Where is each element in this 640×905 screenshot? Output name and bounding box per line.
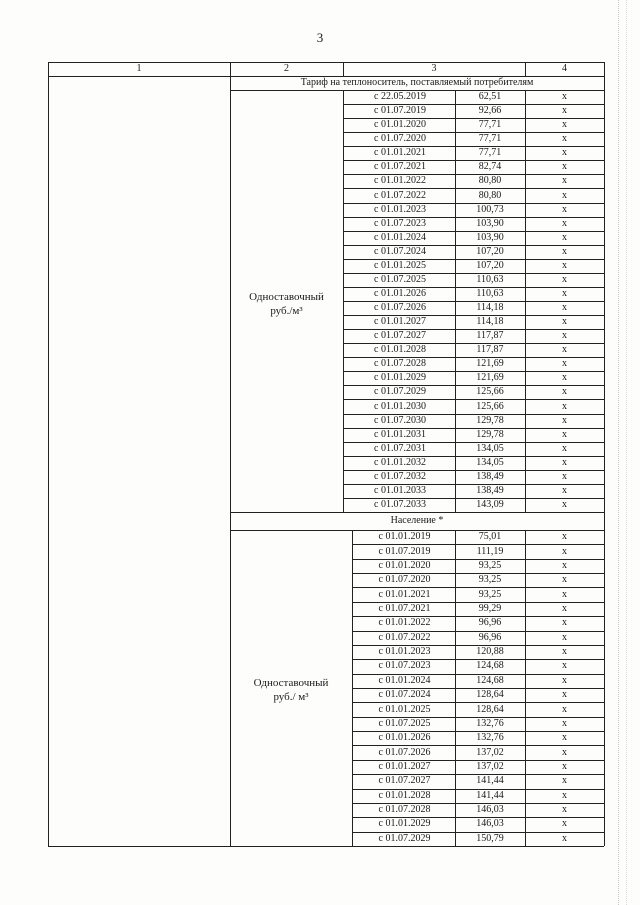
period-cell: с 01.07.2028 xyxy=(378,804,431,816)
period-cell: с 01.01.2024 xyxy=(378,674,431,686)
column4-cell: х xyxy=(562,689,567,701)
table-rule xyxy=(230,512,604,513)
tariff-value-cell: 137,02 xyxy=(476,761,504,772)
period-cell: с 01.07.2024 xyxy=(378,689,431,701)
table-rule xyxy=(48,62,604,63)
period-cell: с 01.07.2021 xyxy=(374,161,426,173)
tariff-value-cell: 129,78 xyxy=(476,428,504,440)
column4-cell: х xyxy=(562,119,567,131)
tariff-value-cell: 134,05 xyxy=(476,456,504,468)
period-cell: с 01.07.2031 xyxy=(374,442,426,454)
column4-cell: х xyxy=(562,358,567,370)
tariff-value-cell: 128,64 xyxy=(476,689,504,701)
table-rule xyxy=(343,188,604,189)
period-cell: с 01.07.2021 xyxy=(378,603,431,614)
table-rule xyxy=(352,530,353,846)
period-cell: с 01.01.2025 xyxy=(378,703,431,715)
table-rule xyxy=(525,90,526,512)
tariff-unit: руб./м³ xyxy=(270,305,303,318)
period-cell: с 01.01.2029 xyxy=(374,372,426,384)
period-cell: с 01.01.2027 xyxy=(378,761,431,772)
column4-cell: х xyxy=(562,273,567,285)
tariff-value-cell: 132,76 xyxy=(476,732,504,744)
table-rule xyxy=(343,118,604,119)
period-cell: с 01.01.2025 xyxy=(374,259,426,271)
tariff-value-cell: 96,96 xyxy=(478,617,502,629)
period-cell: с 01.07.2030 xyxy=(374,414,426,426)
table-rule xyxy=(352,616,604,617)
column4-cell: х xyxy=(562,789,567,801)
table-rule xyxy=(343,160,604,161)
table-rule xyxy=(343,414,604,415)
tariff-value-cell: 75,01 xyxy=(478,531,502,543)
period-cell: с 01.01.2032 xyxy=(374,456,426,468)
tariff-value-cell: 125,66 xyxy=(476,386,504,398)
tariff-value-cell: 77,71 xyxy=(478,119,502,131)
tariff-value-cell: 80,80 xyxy=(478,175,502,187)
column4-cell: х xyxy=(562,498,567,510)
period-cell: с 01.07.2023 xyxy=(374,217,426,229)
tariff-value-cell: 128,64 xyxy=(476,703,504,715)
tariff-type-label xyxy=(230,290,343,319)
tariff-value-cell: 103,90 xyxy=(476,231,504,243)
table-rule xyxy=(343,470,604,471)
period-cell: с 01.01.2026 xyxy=(374,287,426,299)
table-rule xyxy=(48,62,49,846)
table-rule xyxy=(352,817,604,818)
period-cell: с 01.07.2022 xyxy=(378,631,431,643)
column4-cell: х xyxy=(562,559,567,571)
tariff-value-cell: 114,18 xyxy=(476,316,504,328)
tariff-value-cell: 99,29 xyxy=(478,603,502,614)
tariff-value-cell: 107,20 xyxy=(476,259,504,271)
column4-cell: х xyxy=(562,372,567,384)
tariff-value-cell: 125,66 xyxy=(476,400,504,412)
tariff-value-cell: 137,02 xyxy=(476,746,504,758)
tariff-value-cell: 82,74 xyxy=(478,161,502,173)
table-rule xyxy=(352,587,604,588)
column4-cell: х xyxy=(562,732,567,744)
table-rule xyxy=(343,343,604,344)
tariff-value-cell: 93,25 xyxy=(478,574,502,586)
period-cell: с 01.07.2019 xyxy=(378,545,431,557)
table-rule xyxy=(352,832,604,833)
period-cell: с 01.01.2023 xyxy=(374,203,426,215)
period-cell: с 01.01.2026 xyxy=(378,732,431,744)
period-cell: с 01.07.2022 xyxy=(374,189,426,201)
tariff-value-cell: 77,71 xyxy=(478,147,502,159)
column4-cell: х xyxy=(562,818,567,830)
table-rule xyxy=(352,559,604,560)
table-rule xyxy=(343,315,604,316)
column4-cell: х xyxy=(562,302,567,314)
table-rule xyxy=(343,132,604,133)
table-rule xyxy=(352,645,604,646)
table-rule xyxy=(352,789,604,790)
period-cell: с 01.07.2020 xyxy=(378,574,431,586)
table-rule xyxy=(343,104,604,105)
table-rule xyxy=(604,62,605,846)
table-rule xyxy=(48,846,604,847)
tariff-value-cell: 100,73 xyxy=(476,203,504,215)
tariff-value-cell: 107,20 xyxy=(476,245,504,257)
tariff-value-cell: 121,69 xyxy=(476,358,504,370)
tariff-value-cell: 103,90 xyxy=(476,217,504,229)
column4-cell: х xyxy=(562,717,567,729)
column4-cell: х xyxy=(562,133,567,145)
table-rule xyxy=(343,203,604,204)
column4-cell: х xyxy=(562,470,567,482)
period-cell: с 01.07.2026 xyxy=(374,302,426,314)
column4-cell: х xyxy=(562,531,567,543)
period-cell: с 01.01.2033 xyxy=(374,484,426,496)
column4-cell: х xyxy=(562,545,567,557)
period-cell: с 01.01.2029 xyxy=(378,818,431,830)
column4-cell: х xyxy=(562,574,567,586)
tariff-value-cell: 92,66 xyxy=(478,105,502,117)
period-cell: с 01.07.2026 xyxy=(378,746,431,758)
tariff-value-cell: 141,44 xyxy=(476,775,504,787)
column4-cell: х xyxy=(562,631,567,643)
table-rule xyxy=(352,702,604,703)
column4-cell: х xyxy=(562,287,567,299)
table-rule xyxy=(352,745,604,746)
table-rule xyxy=(352,803,604,804)
column4-cell: х xyxy=(562,775,567,787)
table-rule xyxy=(352,573,604,574)
column4-cell: х xyxy=(562,316,567,328)
period-cell: с 01.01.2022 xyxy=(374,175,426,187)
table-rule xyxy=(352,774,604,775)
tariff-value-cell: 111,19 xyxy=(476,545,504,557)
table-rule xyxy=(352,659,604,660)
table-rule xyxy=(343,231,604,232)
period-cell: с 01.01.2030 xyxy=(374,400,426,412)
period-cell: с 01.07.2025 xyxy=(374,273,426,285)
tariff-value-cell: 146,03 xyxy=(476,818,504,830)
column4-cell: х xyxy=(562,386,567,398)
table-rule xyxy=(343,442,604,443)
table-rule xyxy=(352,731,604,732)
tariff-value-cell: 62,51 xyxy=(478,91,502,103)
tariff-value-cell: 96,96 xyxy=(478,631,502,643)
column4-cell: х xyxy=(562,456,567,468)
column-header: 3 xyxy=(431,63,437,74)
period-cell: с 01.01.2023 xyxy=(378,646,431,658)
column4-cell: х xyxy=(562,761,567,772)
table-rule xyxy=(352,717,604,718)
column4-cell: х xyxy=(562,617,567,629)
column4-cell: х xyxy=(562,588,567,600)
table-rule xyxy=(343,357,604,358)
column4-cell: х xyxy=(562,217,567,229)
tariff-value-cell: 141,44 xyxy=(476,789,504,801)
table-rule xyxy=(352,631,604,632)
tariff-value-cell: 93,25 xyxy=(478,559,502,571)
period-cell: с 01.07.2025 xyxy=(378,717,431,729)
table-rule xyxy=(343,259,604,260)
tariff-type-name: Одноставочный xyxy=(253,677,329,689)
period-cell: с 01.01.2024 xyxy=(374,231,426,243)
column4-cell: х xyxy=(562,344,567,356)
table-rule xyxy=(352,544,604,545)
tariff-type-label xyxy=(230,676,352,705)
column-header: 4 xyxy=(562,63,567,74)
column-header: 2 xyxy=(284,63,289,74)
table-rule xyxy=(525,530,526,846)
table-rule xyxy=(343,245,604,246)
column4-cell: х xyxy=(562,189,567,201)
table-rule xyxy=(343,385,604,386)
period-cell: с 01.07.2029 xyxy=(378,832,431,844)
table-rule xyxy=(343,456,604,457)
period-cell: с 01.07.2033 xyxy=(374,498,426,510)
period-cell: с 01.01.2019 xyxy=(378,531,431,543)
column4-cell: х xyxy=(562,330,567,342)
tariff-value-cell: 121,69 xyxy=(476,372,504,384)
column4-cell: х xyxy=(562,746,567,758)
column4-cell: х xyxy=(562,175,567,187)
tariff-value-cell: 124,68 xyxy=(476,660,504,672)
page-number: 3 xyxy=(316,30,324,45)
table-rule xyxy=(352,674,604,675)
column4-cell: х xyxy=(562,442,567,454)
tariff-type-name: Одноставочный xyxy=(249,291,324,303)
period-cell: с 01.07.2020 xyxy=(374,133,426,145)
table-rule xyxy=(343,217,604,218)
tariff-value-cell: 132,76 xyxy=(476,717,504,729)
column4-cell: х xyxy=(562,245,567,257)
table-rule xyxy=(343,146,604,147)
period-cell: с 01.07.2032 xyxy=(374,470,426,482)
table-rule xyxy=(343,287,604,288)
table-rule xyxy=(343,90,344,512)
table-rule xyxy=(343,371,604,372)
period-cell: с 01.01.2031 xyxy=(374,428,426,440)
table-rule xyxy=(230,62,231,846)
period-cell: с 01.07.2024 xyxy=(374,245,426,257)
column4-cell: х xyxy=(562,161,567,173)
tariff-value-cell: 110,63 xyxy=(476,273,504,285)
column4-cell: х xyxy=(562,147,567,159)
tariff-value-cell: 80,80 xyxy=(478,189,502,201)
tariff-value-cell: 143,09 xyxy=(476,498,504,510)
period-cell: с 01.07.2029 xyxy=(374,386,426,398)
tariff-value-cell: 117,87 xyxy=(476,344,504,356)
tariff-value-cell: 150,79 xyxy=(476,832,504,844)
table-rule xyxy=(455,90,456,512)
column4-cell: х xyxy=(562,603,567,614)
column4-cell: х xyxy=(562,484,567,496)
column4-cell: х xyxy=(562,646,567,658)
tariff-value-cell: 129,78 xyxy=(476,414,504,426)
column4-cell: х xyxy=(562,91,567,103)
period-cell: с 01.01.2020 xyxy=(374,119,426,131)
tariff-value-cell: 93,25 xyxy=(478,588,502,600)
table-rule xyxy=(352,688,604,689)
column4-cell: х xyxy=(562,400,567,412)
period-cell: с 01.01.2028 xyxy=(374,344,426,356)
section-title: Тариф на теплоноситель, поставляемый потребителям xyxy=(300,77,534,88)
scan-edge-line xyxy=(618,0,620,905)
period-cell: с 01.01.2022 xyxy=(378,617,431,629)
column4-cell: х xyxy=(562,414,567,426)
tariff-value-cell: 124,68 xyxy=(476,674,504,686)
tariff-value-cell: 120,88 xyxy=(476,646,504,658)
period-cell: с 01.07.2027 xyxy=(374,330,426,342)
period-cell: с 01.07.2023 xyxy=(378,660,431,672)
tariff-value-cell: 114,18 xyxy=(476,302,504,314)
period-cell: с 01.07.2027 xyxy=(378,775,431,787)
table-rule xyxy=(352,760,604,761)
period-cell: с 01.01.2021 xyxy=(374,147,426,159)
period-cell: с 01.01.2027 xyxy=(374,316,426,328)
column4-cell: х xyxy=(562,231,567,243)
column4-cell: х xyxy=(562,105,567,117)
period-cell: с 01.07.2019 xyxy=(374,105,426,117)
table-rule xyxy=(343,301,604,302)
period-cell: с 01.07.2028 xyxy=(374,358,426,370)
tariff-value-cell: 110,63 xyxy=(476,287,504,299)
table-rule xyxy=(343,484,604,485)
column4-cell: х xyxy=(562,203,567,215)
period-cell: с 01.01.2028 xyxy=(378,789,431,801)
period-cell: с 01.01.2021 xyxy=(378,588,431,600)
tariff-value-cell: 138,49 xyxy=(476,470,504,482)
tariff-value-cell: 138,49 xyxy=(476,484,504,496)
period-cell: с 22.05.2019 xyxy=(374,91,426,103)
section-title: Население * xyxy=(390,515,444,526)
table-rule xyxy=(343,329,604,330)
tariff-value-cell: 77,71 xyxy=(478,133,502,145)
column4-cell: х xyxy=(562,259,567,271)
column4-cell: х xyxy=(562,428,567,440)
tariff-value-cell: 146,03 xyxy=(476,804,504,816)
column4-cell: х xyxy=(562,660,567,672)
table-rule xyxy=(343,498,604,499)
table-rule xyxy=(343,428,604,429)
table-rule xyxy=(352,602,604,603)
table-rule xyxy=(455,530,456,846)
table-rule xyxy=(343,399,604,400)
tariff-value-cell: 134,05 xyxy=(476,442,504,454)
tariff-value-cell: 117,87 xyxy=(476,330,504,342)
table-rule xyxy=(343,174,604,175)
tariff-unit: руб./ м³ xyxy=(273,691,309,704)
scan-edge-line xyxy=(626,0,628,905)
column-header: 1 xyxy=(136,63,142,74)
column4-cell: х xyxy=(562,674,567,686)
table-rule xyxy=(343,273,604,274)
column4-cell: х xyxy=(562,804,567,816)
period-cell: с 01.01.2020 xyxy=(378,559,431,571)
column4-cell: х xyxy=(562,703,567,715)
column4-cell: х xyxy=(562,832,567,844)
